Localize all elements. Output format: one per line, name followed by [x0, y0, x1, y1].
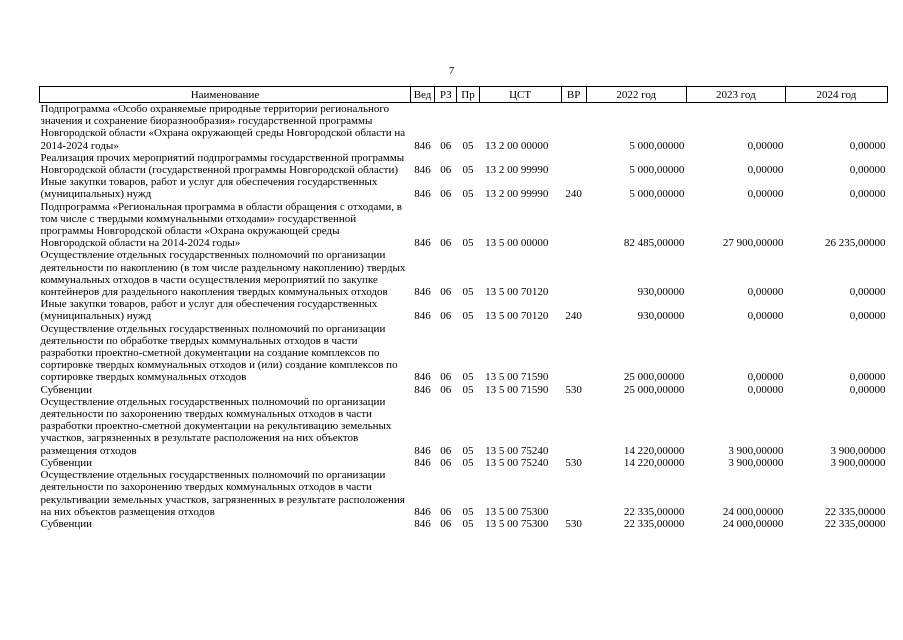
row-value-2024: 0,00000	[849, 286, 886, 299]
row-pr: 05	[462, 139, 474, 152]
row-value-2023: 0,00000	[747, 310, 784, 323]
row-name: Подпрограмма «Региональная программа в области обращения с отходами, в том числе с твердыми коммунальными отходами» государственной программы Новгородской области «Охрана окружающей среды Новгородской области на 2014-2024 годы»	[40, 200, 402, 250]
row-value-2022: 82 485,00000	[623, 237, 685, 250]
row-ved: 846	[414, 164, 431, 177]
row-ved: 846	[414, 286, 431, 299]
row-ved: 846	[414, 237, 431, 250]
table-row	[40, 323, 888, 384]
row-pr: 05	[462, 517, 474, 530]
row-rz: 06	[440, 383, 452, 396]
row-value-2023: 3 900,00000	[728, 444, 784, 457]
row-cst: 13 2 00 99990	[485, 188, 549, 201]
row-cst: 13 5 00 71590	[485, 371, 549, 384]
row-vr	[561, 201, 586, 250]
row-value-2023: 27 900,00000	[722, 237, 784, 250]
row-rz: 06	[440, 505, 452, 518]
row-name: Осуществление отдельных государственных полномочий по организации деятельности по обработке твердых коммунальных отходов в части разработки проектно-сметной документации на создание комплексов по сортировке твердых коммунальных отходов и (или) создание комплексов по сортировке твердых коммунальных отходов	[40, 322, 398, 384]
row-rz: 06	[440, 164, 452, 177]
row-vr: 530	[565, 517, 582, 530]
row-rz: 06	[440, 237, 452, 250]
row-vr: 530	[565, 383, 582, 396]
row-pr: 05	[462, 237, 474, 250]
row-rz: 06	[440, 456, 452, 469]
row-pr: 05	[462, 188, 474, 201]
row-value-2024: 22 335,00000	[825, 505, 886, 518]
row-ved: 846	[414, 383, 431, 396]
row-pr: 05	[462, 444, 474, 457]
page-number: 7	[448, 65, 455, 77]
row-pr: 05	[462, 310, 474, 323]
row-value-2023: 24 000,00000	[722, 505, 784, 518]
row-value-2022: 25 000,00000	[623, 371, 685, 384]
row-value-2022: 5 000,00000	[629, 139, 685, 152]
row-rz: 06	[440, 371, 452, 384]
row-vr	[561, 396, 586, 457]
row-vr: 530	[565, 456, 582, 469]
row-rz: 06	[440, 139, 452, 152]
row-cst: 13 5 00 71590	[485, 383, 549, 396]
table-row	[40, 384, 888, 396]
row-ved: 846	[414, 505, 431, 518]
row-value-2024: 3 900,00000	[830, 456, 886, 469]
row-cst: 13 5 00 75300	[485, 505, 549, 518]
header-ved: Вед	[410, 87, 434, 103]
row-pr: 05	[462, 371, 474, 384]
row-value-2023: 0,00000	[747, 188, 784, 201]
row-ved: 846	[414, 310, 431, 323]
row-value-2024: 26 235,00000	[825, 237, 886, 250]
row-ved: 846	[414, 188, 431, 201]
row-vr: 240	[565, 188, 582, 201]
table-body	[40, 103, 888, 531]
header-rz: РЗ	[435, 87, 457, 103]
row-vr	[561, 103, 586, 152]
header-pr: Пр	[457, 87, 479, 103]
row-value-2023: 0,00000	[747, 286, 784, 299]
row-value-2024: 0,00000	[849, 164, 886, 177]
row-value-2022: 14 220,00000	[623, 456, 685, 469]
row-cst: 13 5 00 75300	[485, 517, 549, 530]
row-vr	[561, 152, 586, 176]
row-vr	[561, 323, 586, 384]
row-name: Субвенции	[40, 517, 93, 530]
row-value-2022: 5 000,00000	[629, 164, 685, 177]
row-rz: 06	[440, 188, 452, 201]
table-row	[40, 249, 888, 298]
row-value-2023: 24 000,00000	[722, 517, 784, 530]
row-value-2024: 0,00000	[849, 383, 886, 396]
row-value-2023: 0,00000	[747, 383, 784, 396]
table-row	[40, 469, 888, 518]
row-pr: 05	[462, 164, 474, 177]
row-name: Субвенции	[40, 456, 93, 469]
header-cst: ЦСТ	[479, 87, 561, 103]
row-value-2023: 0,00000	[747, 164, 784, 177]
row-value-2023: 0,00000	[747, 371, 784, 384]
row-cst: 13 2 00 00000	[485, 139, 549, 152]
row-name: Иные закупки товаров, работ и услуг для обеспечения государственных (муниципальных) нужд	[40, 176, 378, 201]
table-row	[40, 396, 888, 457]
row-value-2023: 0,00000	[747, 139, 784, 152]
row-value-2022: 930,00000	[637, 286, 685, 299]
row-cst: 13 5 00 75240	[485, 444, 549, 457]
header-name: Наименование	[40, 87, 411, 103]
row-name: Подпрограмма «Особо охраняемые природные территории регионального значения и сохранение биоразнообразия» государственной программы Новгородской области «Охрана окружающей среды Новгородской области на 2014-2024 годы»	[40, 103, 406, 152]
row-pr: 05	[462, 383, 474, 396]
row-value-2022: 22 335,00000	[623, 505, 685, 518]
row-vr	[561, 249, 586, 298]
row-value-2024: 0,00000	[849, 188, 886, 201]
row-pr: 05	[462, 286, 474, 299]
row-vr: 240	[565, 310, 582, 323]
row-ved: 846	[414, 139, 431, 152]
row-value-2022: 930,00000	[637, 310, 685, 323]
row-pr: 05	[462, 456, 474, 469]
row-name: Иные закупки товаров, работ и услуг для обеспечения государственных (муниципальных) нужд	[40, 298, 378, 323]
row-ved: 846	[414, 444, 431, 457]
row-ved: 846	[414, 371, 431, 384]
row-rz: 06	[440, 444, 452, 457]
header-vr: ВР	[561, 87, 586, 103]
row-value-2024: 0,00000	[849, 371, 886, 384]
budget-table	[39, 86, 888, 530]
row-value-2024: 22 335,00000	[825, 517, 886, 530]
table-row	[40, 457, 888, 469]
row-rz: 06	[440, 517, 452, 530]
row-name: Осуществление отдельных государственных полномочий по организации деятельности по накоплению (в том числе раздельному накоплению) твердых коммунальных отходов в части осуществления мероприятий по закупке контейнеров для раздельного накопления твердых коммунальных отходов	[40, 249, 406, 299]
row-ved: 846	[414, 517, 431, 530]
row-ved: 846	[414, 456, 431, 469]
row-cst: 13 5 00 75240	[485, 456, 549, 469]
row-name: Субвенции	[40, 383, 93, 396]
table-row	[40, 201, 888, 250]
row-value-2022: 14 220,00000	[623, 444, 685, 457]
row-value-2024: 0,00000	[849, 310, 886, 323]
table-row	[40, 103, 888, 152]
row-name: Осуществление отдельных государственных полномочий по организации деятельности по захоронению твердых коммунальных отходов в части разработки проектно-сметной документации на рекультивацию земельных участков, загрязненных в результате расположения на них объектов размещения отходов	[40, 395, 392, 457]
row-cst: 13 2 00 99990	[485, 164, 549, 177]
row-rz: 06	[440, 310, 452, 323]
table-row	[40, 152, 888, 176]
table-row	[40, 518, 888, 530]
row-value-2024: 0,00000	[849, 139, 886, 152]
row-value-2022: 25 000,00000	[623, 383, 685, 396]
row-name: Осуществление отдельных государственных полномочий по организации деятельности по захоронению твердых коммунальных отходов в части рекультивации земельных участков, загрязненных в результате расположения на них объектов размещения отходов	[40, 469, 405, 518]
row-pr: 05	[462, 505, 474, 518]
row-vr	[561, 469, 586, 518]
row-cst: 13 5 00 00000	[485, 237, 549, 250]
row-value-2022: 22 335,00000	[623, 517, 685, 530]
header-2022: 2022 год	[586, 87, 686, 103]
table-header-row	[40, 87, 888, 103]
row-rz: 06	[440, 286, 452, 299]
row-cst: 13 5 00 70120	[485, 310, 549, 323]
row-value-2023: 3 900,00000	[728, 456, 784, 469]
table-row	[40, 298, 888, 322]
row-name: Реализация прочих мероприятий подпрограммы государственной программы Новгородской области (государственной программы Новгородской области)	[40, 151, 405, 177]
header-2024: 2024 год	[785, 87, 887, 103]
header-2023: 2023 год	[686, 87, 785, 103]
row-value-2024: 3 900,00000	[830, 444, 886, 457]
row-cst: 13 5 00 70120	[485, 286, 549, 299]
row-value-2022: 5 000,00000	[629, 188, 685, 201]
table-row	[40, 176, 888, 200]
